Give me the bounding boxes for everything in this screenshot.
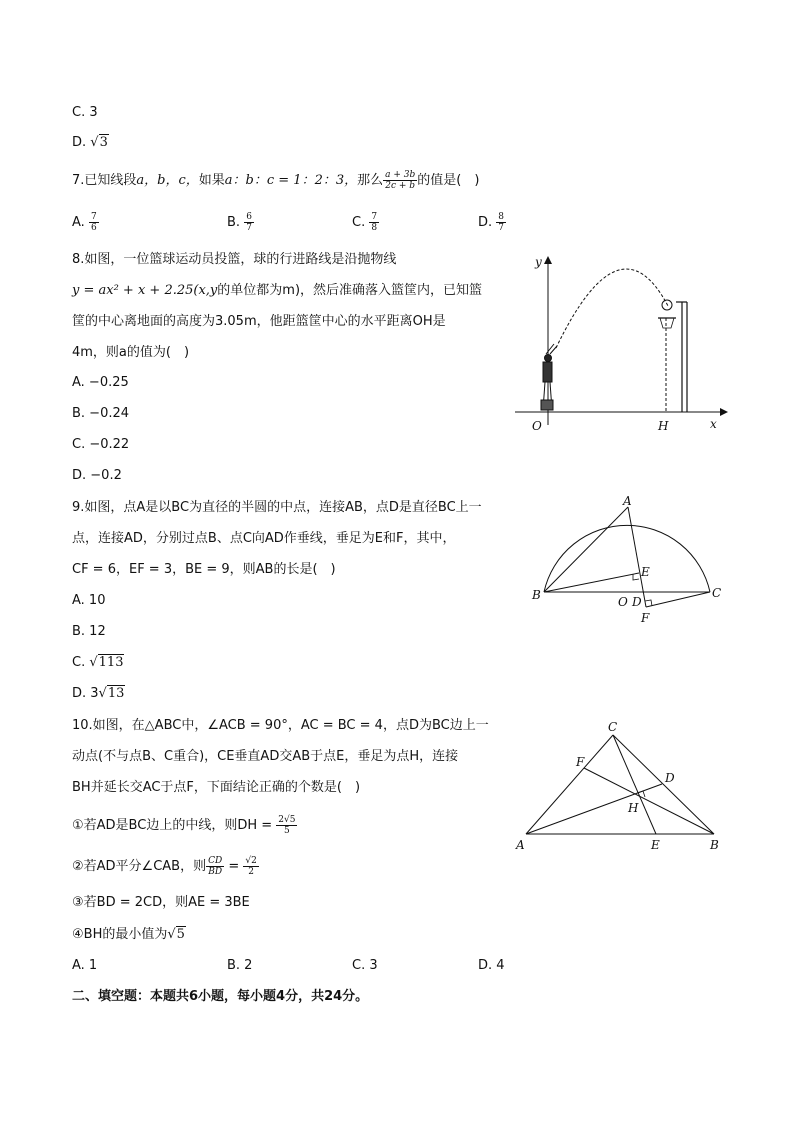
q9-segment-cf <box>646 592 710 607</box>
q7-stem-ratio: a：b：c = 1：2：3， <box>224 173 358 188</box>
q10-line-3: BH并延长交AC于点F，下面结论正确的个数是( ) <box>72 780 361 795</box>
q10-line-1: 10.如图，在△ABC中，∠ACB = 90°，AC = BC = 4，点D为BC边上一 <box>72 718 489 733</box>
q8-option-d: D. −0.2 <box>72 468 122 483</box>
q9-line-2: 点，连接AD，分别过点B、点C向AD作垂线，垂足为E和F，其中， <box>72 531 456 546</box>
q8-x-arrow <box>720 408 728 416</box>
q8-figure <box>510 250 730 440</box>
q7-stem-b: 如果 <box>198 173 225 188</box>
q7-stem-c: 那么 <box>357 173 384 188</box>
q9-label-e: E <box>641 565 650 579</box>
q8-label-y: y <box>535 255 542 269</box>
q10-label-e: E <box>651 838 660 852</box>
q10-label-c: C <box>608 720 618 734</box>
q8-label-h: H <box>658 419 669 433</box>
q10-segment-ac <box>526 735 613 834</box>
q8-line-1: 8.如图，一位篮球运动员投篮，球的行进路线是沿抛物线 <box>72 252 397 267</box>
q7-stem-vars: a，b，c， <box>136 173 199 188</box>
q10-conclusion-3: ③若BD = 2CD，则AE = 3BE <box>72 895 250 910</box>
q9-label-b: B <box>532 588 541 602</box>
q8-option-c: C. −0.22 <box>72 437 130 452</box>
q8-ball-trajectory <box>556 269 668 348</box>
q10-segment-bf <box>584 768 714 834</box>
q10-label-a: A <box>516 838 525 852</box>
q9-figure <box>528 494 728 628</box>
q9-segment-ab <box>544 507 628 592</box>
q9-line-3: CF = 6，EF = 3，BE = 9，则AB的长是( ) <box>72 562 336 577</box>
q9-label-a: A <box>623 494 632 508</box>
q9-semicircle <box>544 525 710 592</box>
q9-option-c: C. √113 <box>72 655 124 670</box>
q7-stem-d: 的值是( ) <box>417 173 480 188</box>
q10-conclusion-1: ①若AD是BC边上的中线，则DH = $\frac{2√5}{5}$ <box>72 815 296 836</box>
q8-line-3: 筐的中心离地面的高度为3.05m，他距篮筐中心的水平距离OH是 <box>72 314 446 329</box>
q10-option-b: B. 2 <box>227 958 253 973</box>
q6-option-d <box>72 133 109 153</box>
q9-option-d: D. 3√13 <box>72 686 125 701</box>
q10-label-h: H <box>628 801 639 815</box>
q7-option-d: D. $\frac{8}{7}$ <box>478 212 505 233</box>
q9-label-o: O <box>618 595 628 609</box>
q8-label-o: O <box>532 419 542 433</box>
section-2-title: 二、填空题：本题共6小题，每小题4分，共24分。 <box>72 989 369 1004</box>
q9-label-f: F <box>641 611 650 625</box>
q8-option-a: A. −0.25 <box>72 375 129 390</box>
q8-line-2: y = ax² + x + 2.25(x,y的单位都为m)，然后准确落入篮筐内，已知篮 <box>72 283 483 298</box>
q6-option-d-sqrt: √3 <box>90 135 108 150</box>
q10-label-d: D <box>665 771 675 785</box>
q7-stem-a: 7.已知线段 <box>72 173 137 188</box>
q9-segment-be <box>544 573 639 592</box>
q8-player <box>541 344 557 410</box>
q10-conclusion-2: ②若AD平分∠CAB，则 $\frac{CD}{BD}$ = $\frac{√2}{2}$ <box>72 856 257 877</box>
q6-option-d-label: D. <box>72 135 87 150</box>
q10-segment-bc <box>613 735 714 834</box>
q10-line-2: 动点(不与点B、C重合)，CE垂直AD交AB于点E，垂足为点H，连接 <box>72 749 459 764</box>
q8-basket-net <box>660 318 674 328</box>
q9-option-b: B. 12 <box>72 624 106 639</box>
q8-option-b: B. −0.24 <box>72 406 130 421</box>
q10-label-b: B <box>710 838 719 852</box>
q9-right-angle-e <box>633 574 639 580</box>
q7-option-a: A. $\frac{7}{6}$ <box>72 212 97 233</box>
q9-label-c: C <box>712 586 722 600</box>
q7-option-c: C. $\frac{7}{8}$ <box>352 212 378 233</box>
q8-label-x: x <box>710 417 717 431</box>
q10-figure <box>512 716 724 856</box>
q10-label-f: F <box>576 755 585 769</box>
q9-line-1: 9.如图，点A是以BC为直径的半圆的中点，连接AB，点D是直径BC上一 <box>72 500 482 515</box>
q6-option-c: C. 3 <box>72 105 98 120</box>
q10-option-a: A. 1 <box>72 958 98 973</box>
q7-option-b: B. $\frac{6}{7}$ <box>227 212 252 233</box>
q10-option-d: D. 4 <box>478 958 505 973</box>
q7-fraction: $\frac{a + 3b}{2c + b}$ <box>385 170 416 191</box>
q10-segment-ce <box>613 735 656 834</box>
q10-conclusion-4: ④BH的最小值为√5 <box>72 927 185 942</box>
q9-label-d: D <box>632 595 642 609</box>
q7-stem <box>72 170 479 191</box>
q8-y-arrow <box>544 256 552 264</box>
q8-line-4: 4m，则a的值为( ) <box>72 345 190 360</box>
q10-option-c: C. 3 <box>352 958 378 973</box>
q9-option-a: A. 10 <box>72 593 106 608</box>
